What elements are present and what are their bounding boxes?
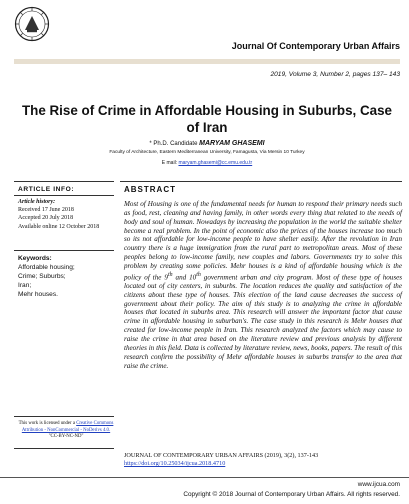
- license-text: This work is licensed under a: [18, 421, 75, 426]
- keyword: Mehr houses.: [18, 291, 58, 298]
- header-rule: [14, 59, 400, 64]
- university-seal-icon: [14, 6, 50, 42]
- issue-line: 2019, Volume 3, Number 2, pages 137– 143: [270, 71, 400, 78]
- superscript: th: [196, 271, 201, 278]
- email-label: E mail:: [161, 160, 178, 166]
- keywords-block: [18, 254, 114, 299]
- online-date: Available online 12 October 2018: [18, 223, 100, 230]
- divider: [14, 195, 114, 196]
- history-label: Article history:: [18, 199, 56, 205]
- email-link[interactable]: maryam.ghasemi@cc.emu.edu.tr: [178, 160, 253, 166]
- divider: [14, 448, 114, 449]
- citation-block: [124, 452, 402, 468]
- accepted-date: Accepted 20 July 2018: [18, 215, 74, 222]
- paper-title: The Rise of Crime in Affordable Housing in Suburbs, Case of Iran: [21, 103, 393, 135]
- citation-text: JOURNAL OF CONTEMPORARY URBAN AFFAIRS (2019), 3(2), 137-143: [124, 452, 319, 459]
- website-link[interactable]: www.ijcua.com: [357, 481, 400, 488]
- keyword: Crime; Suburbs;: [18, 273, 66, 280]
- license-code: "CC-BY-NC-ND": [48, 434, 84, 440]
- article-history: [18, 198, 114, 231]
- abstract-text: government urban and city program. Most of these type of houses located out of city centers, in suburbs. The location reduces the quality and satisfaction of the citizens about these type of houses. This election of the land cause decreases the success of government about their policy. The aim of this study is to analyzing the crime in affordable houses that located in suburbs area. This research will answer the important factor that cause crime in affordable housing in suburban's. The case study in this research is Mehr houses that created for low-income people in Iran. This research analyzed the factors which may cause to raise the crime in that area based on the literature review and previous analysis by different theories in this field. Data is collected by literature review, news, books, papers. The result of this research confirm the possibility of Mehr affordable houses in suburbs transfer to the area that raise the crime.: [124, 273, 403, 370]
- keywords-label: Keywords:: [18, 255, 52, 262]
- abstract-body: [124, 200, 402, 370]
- superscript: th: [167, 271, 173, 278]
- received-date: Received 17 June 2018: [18, 207, 74, 214]
- journal-name: Journal Of Contemporary Urban Affairs: [231, 41, 400, 51]
- doi-link[interactable]: https://doi.org/10.25034/ijcua.2018.4710: [124, 460, 226, 467]
- email-line: [14, 160, 400, 166]
- keyword: Iran;: [18, 282, 32, 289]
- author-prefix: * Ph.D. Candidate: [149, 141, 198, 147]
- author-line: [14, 140, 400, 147]
- divider: [120, 181, 402, 182]
- article-info-heading: ARTICLE INFO:: [18, 186, 75, 193]
- divider: [14, 416, 114, 417]
- divider: [14, 250, 114, 251]
- abstract-text: Most of Housing is one of the fundamental needs for human to respond their primary needs such as food, rest, cleaning and having family, in other words every thing that related to the needs of body and soul of human. Nowadays by increasing the population in the world the suitable shelter become a real problem. In the point of economic also the prices of the houses increase too much so its not affordable for low-income people to have shelter easily. After the revolution in Iran country there is a huge immigration from the rural part to metropolitan areas. Most of these peoples belong to low-income family, new couples and labors. Governments try to solve this problem by creating some policies. Mehr houses is a kind of affordable housing which is the policy of the 9: [124, 200, 402, 282]
- keyword: Affordable housing;: [18, 264, 75, 271]
- footer-rule: [0, 477, 409, 478]
- author-name: MARYAM GHASEMI: [199, 140, 265, 147]
- abstract-heading: ABSTRACT: [124, 185, 176, 194]
- abstract-text: and 10: [172, 273, 197, 282]
- license-link[interactable]: Creative Commons Attribution - NonCommercial - NoDerivs 4.0.: [21, 421, 114, 433]
- license-note: [18, 421, 114, 441]
- divider: [14, 181, 114, 182]
- copyright-notice: Copyright © 2018 Journal of Contemporary Urban Affairs. All rights reserved.: [183, 491, 400, 498]
- affiliation: Faculty of Architecture, Eastern Mediterranean University, Famagusta, Via Mersin 10 Turkey: [109, 150, 305, 155]
